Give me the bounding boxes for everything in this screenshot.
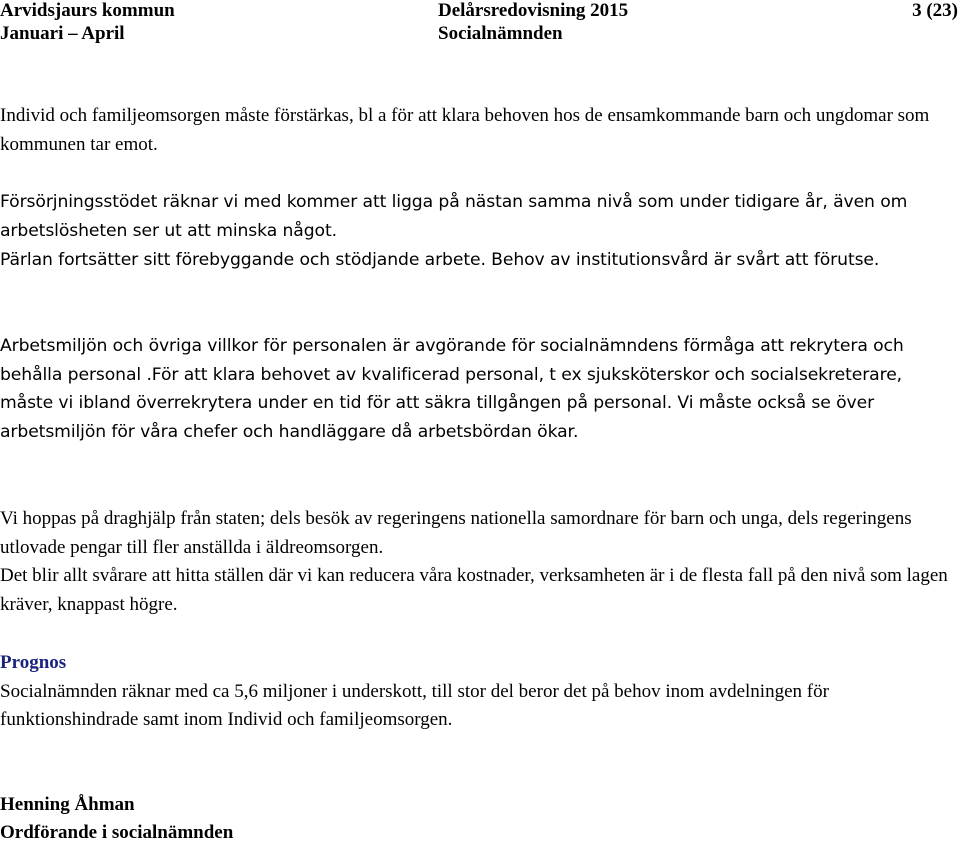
prognos-section bbox=[0, 649, 958, 735]
paragraph-text: Arbetsmiljön och övriga villkor för personalen är avgörande för socialnämndens förmåga att rekrytera och behålla personal .För att klara behovet av kvalificerad personal, t ex sjuksköterskor och socialsekreterare, måste vi ibland överrekrytera under en tid för att säkra tillgången på personal. Vi måste också se över arbetsmiljön för våra chefer och handläggare då arbetsbördan ökar. bbox=[0, 336, 904, 442]
paragraph-text: Individ och familjeomsorgen måste förstärkas, bl a för att klara behoven hos de ensamkommande barn och ungdomar som kommunen tar emot. bbox=[0, 105, 930, 155]
paragraph-text: Försörjningsstödet räknar vi med kommer att ligga på nästan samma nivå som under tidigare år, även om arbetslösheten ser ut att minska något. bbox=[0, 192, 908, 241]
report-title: Delårsredovisning 2015 bbox=[438, 0, 629, 21]
paragraph-parlan bbox=[0, 246, 958, 275]
paragraph-draghjalp bbox=[0, 505, 958, 562]
prognos-text: Socialnämnden räknar med ca 5,6 miljoner i underskott, till stor del beror det på behov inom avdelningen för funktionshindrade samt inom Individ och familjeomsorgen. bbox=[0, 680, 829, 730]
paragraph-text: Pärlan fortsätter sitt förebyggande och stödjande arbete. Behov av institutionsvård är svårt att förutse. bbox=[0, 250, 880, 270]
prognos-heading: Prognos bbox=[0, 652, 67, 673]
paragraph-ensamkommande bbox=[0, 102, 958, 159]
paragraph-text: Det blir allt svårare att hitta ställen där vi kan reducera våra kostnader, verksamheten är i de flesta fall på den nivå som lagen kräver, knappast högre. bbox=[0, 565, 948, 615]
department-name: Socialnämnden bbox=[438, 23, 563, 44]
report-period: Januari – April bbox=[0, 23, 125, 44]
page-header bbox=[0, 0, 960, 58]
signature-name: Henning Åhman bbox=[0, 794, 135, 815]
municipality-name: Arvidsjaurs kommun bbox=[0, 0, 175, 21]
signature-title: Ordförande i socialnämnden bbox=[0, 822, 234, 843]
page-number: 3 (23) bbox=[912, 0, 958, 21]
paragraph-kostnader bbox=[0, 562, 958, 619]
paragraph-text: Vi hoppas på draghjälp från staten; dels besök av regeringens nationella samordnare för barn och unga, dels regeringens utlovade pengar till fler anställda i äldreomsorgen. bbox=[0, 508, 912, 558]
paragraph-forsorjningsstod bbox=[0, 188, 958, 245]
paragraph-arbetsmiljo bbox=[0, 332, 958, 446]
